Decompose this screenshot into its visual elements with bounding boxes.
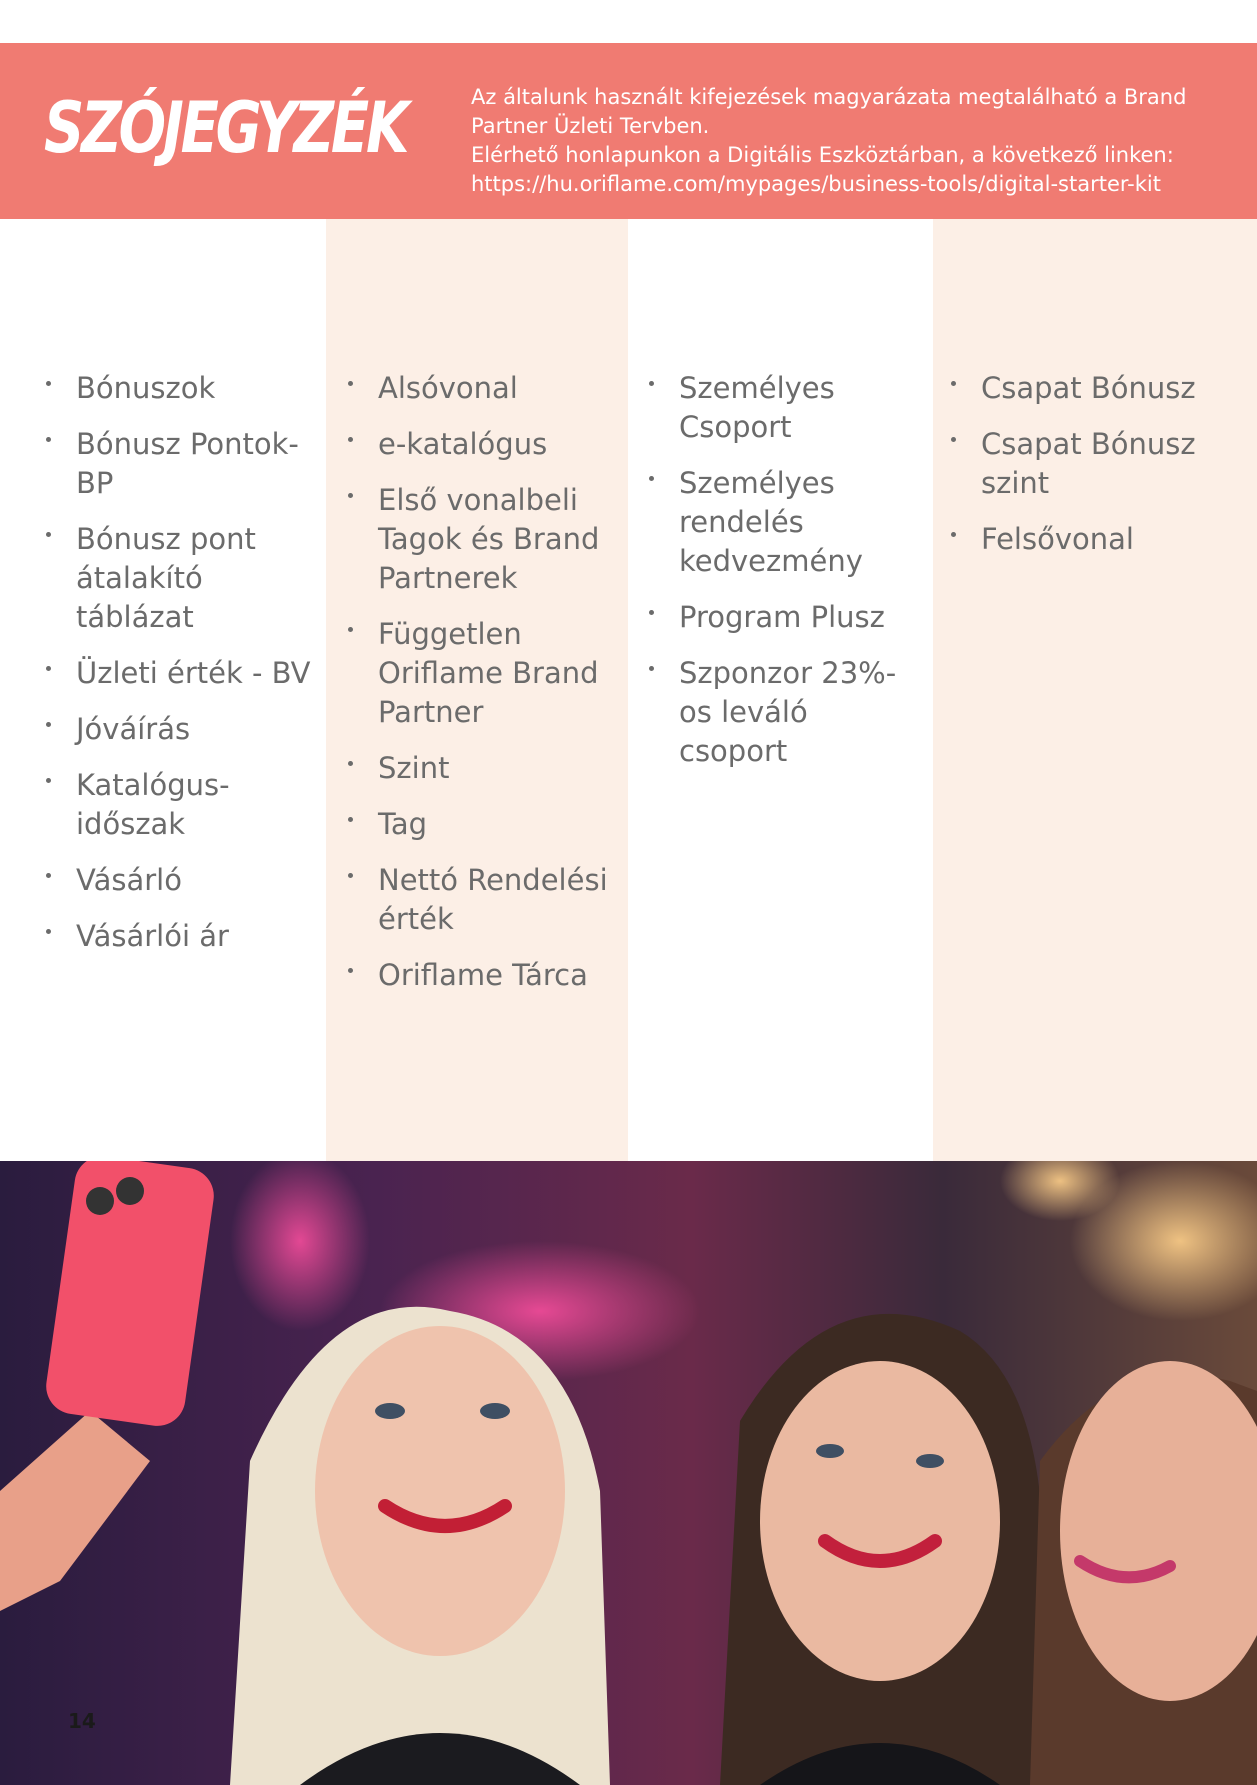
intro-line: Az általunk használt kifejezések magyarázata megtalálható a Brand: [471, 85, 1187, 109]
glossary-columns: [0, 219, 1257, 1161]
glossary-term: Tag: [348, 805, 623, 844]
glossary-column-1: [0, 219, 326, 1161]
glossary-term: Független Oriflame Brand Partner: [348, 615, 623, 732]
glossary-term: Vásárló: [46, 861, 316, 900]
glossary-term: Jóváírás: [46, 710, 316, 749]
glossary-column-2: [326, 219, 628, 1161]
glossary-term: Első vonalbeli Tagok és Brand Partnerek: [348, 481, 623, 598]
glossary-term: Szint: [348, 749, 623, 788]
glossary-term: Vásárlói ár: [46, 917, 316, 956]
photo-illustration: [0, 1161, 1257, 1785]
glossary-term: Program Plusz: [649, 598, 919, 637]
intro-line: Elérhető honlapunkon a Digitális Eszköztárban, a következő linken:: [471, 143, 1174, 167]
glossary-term: Bónusz Pontok-BP: [46, 425, 316, 503]
glossary-term: Bónusz pont átalakító táblázat: [46, 520, 316, 637]
glossary-header: [0, 43, 1257, 219]
glossary-term: Alsóvonal: [348, 369, 623, 408]
glossary-term: Személyes rendelés kedvezmény: [649, 464, 919, 581]
glossary-term: Oriflame Tárca: [348, 956, 623, 995]
glossary-term: e-katalógus: [348, 425, 623, 464]
intro-link[interactable]: https://hu.oriflame.com/mypages/business-tools/digital-starter-kit: [471, 172, 1161, 196]
glossary-term: Katalógus-időszak: [46, 766, 316, 844]
glossary-column-4: [933, 219, 1257, 1161]
intro-text: [471, 83, 1241, 199]
glossary-term: Nettó Rendelési érték: [348, 861, 623, 939]
page-number: 14: [68, 1709, 96, 1733]
glossary-term: Szponzor 23%-os leváló csoport: [649, 654, 919, 771]
glossary-term: Csapat Bónusz: [951, 369, 1246, 408]
glossary-term: Csapat Bónusz szint: [951, 425, 1246, 503]
glossary-column-3: [628, 219, 933, 1161]
intro-line: Partner Üzleti Tervben.: [471, 114, 710, 138]
glossary-term: Bónuszok: [46, 369, 316, 408]
glossary-term: Személyes Csoport: [649, 369, 919, 447]
selfie-photo: [0, 1161, 1257, 1785]
glossary-term: Üzleti érték - BV: [46, 654, 316, 693]
glossary-term: Felsővonal: [951, 520, 1246, 559]
page-title: SZÓJEGYZÉK: [44, 87, 407, 169]
